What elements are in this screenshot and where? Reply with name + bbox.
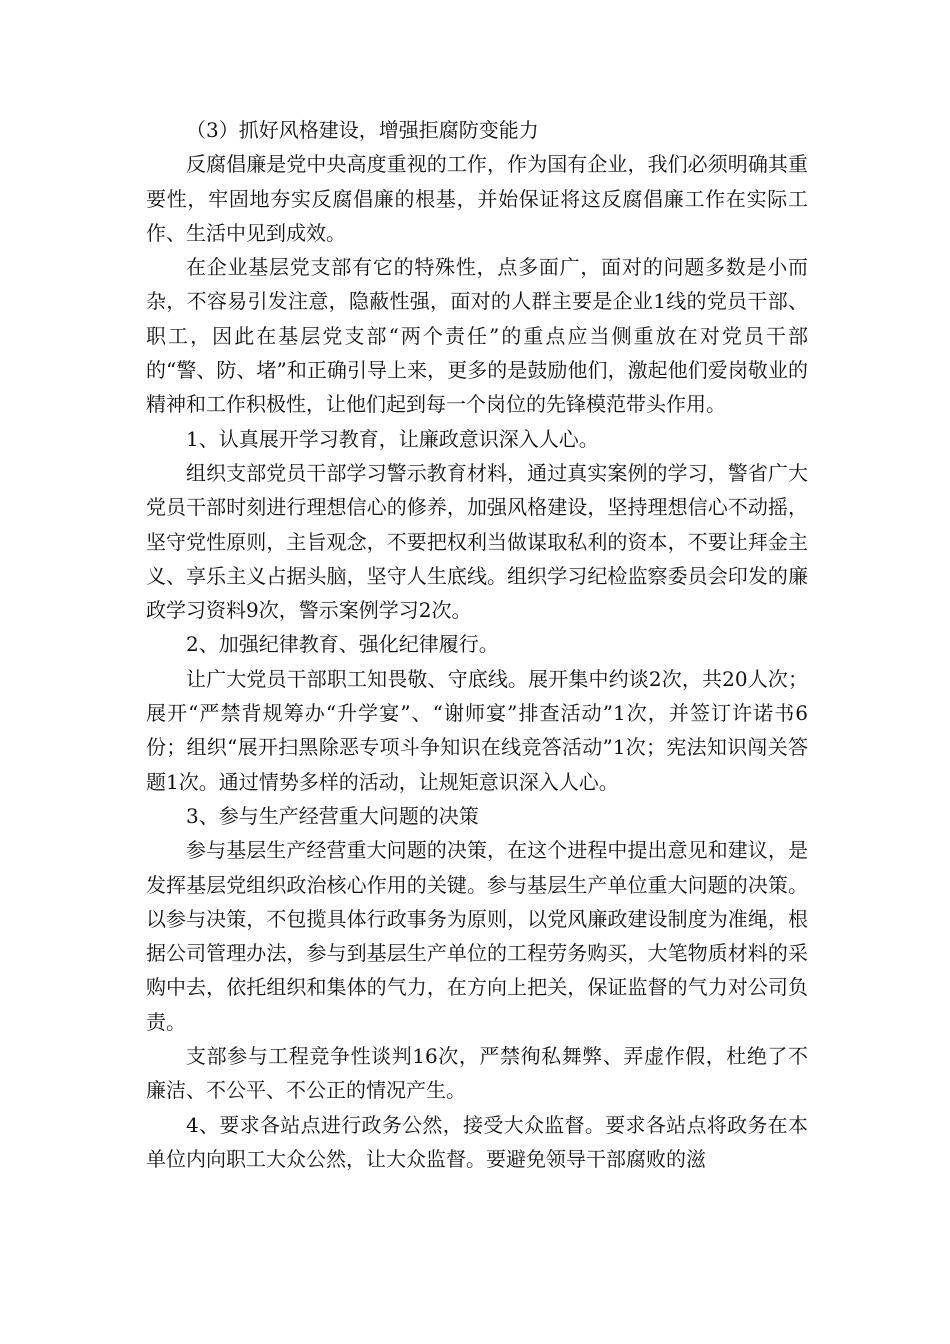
item-heading: 3、参与生产经营重大问题的决策	[186, 803, 479, 828]
item-heading: 2、加强纪律教育、强化纪律履行。	[186, 632, 499, 657]
paragraph: 反腐倡廉是党中央高度重视的工作，作为国有企业，我们必须明确其重要性，牢固地夯实反腐倡廉的根基，并始保证将这反腐倡廉工作在实际工作、生活中见到成效。	[146, 152, 808, 245]
section-heading: （3）抓好风格建设，增强拒腐防变能力	[186, 118, 539, 142]
paragraph: 支部参与工程竞争性谈判16次，严禁徇私舞弊、弄虚作假，杜绝了不廉洁、不公平、不公正的情况产生。	[146, 1044, 808, 1103]
item-heading: 1、认真展开学习教育，让廉政意识深入人心。	[186, 426, 599, 451]
paragraph: 让广大党员干部职工知畏敬、守底线。展开集中约谈2次，共20人次；展开“严禁背规筹办“升学宴”、“谢师宴”排查活动”1次，并签订许诺书6份；组织“展开扫黑除恶专项斗争知识在线竞答活动”1次；宪法知识闯关答题1次。通过情势多样的活动，让规矩意识深入人心。	[146, 666, 808, 794]
document-body	[146, 113, 808, 1176]
paragraph: 4、要求各站点进行政务公然，接受大众监督。要求各站点将政务在本单位内向职工大众公然，让大众监督。要避免领导干部腐败的滋	[146, 1112, 808, 1171]
paragraph: 参与基层生产经营重大问题的决策，在这个进程中提出意见和建议，是发挥基层党组织政治核心作用的关键。参与基层生产单位重大问题的决策。以参与决策，不包揽具体行政事务为原则，以党风廉政建设制度为准绳，根据公司管理办法，参与到基层生产单位的工程劳务购买，大笔物质材料的采购中去，依托组织和集体的气力，在方向上把关，保证监督的气力对公司负责。	[146, 838, 808, 1034]
paragraph: 在企业基层党支部有它的特殊性，点多面广，面对的问题多数是小而杂，不容易引发注意，隐蔽性强，面对的人群主要是企业1线的党员干部、职工，因此在基层党支部“两个责任”的重点应当侧重放在对党员干部的“警、防、堵”和正确引导上来，更多的是鼓励他们，激起他们爱岗敬业的精神和工作积极性，让他们起到每一个岗位的先锋模范带头作用。	[146, 255, 808, 417]
paragraph: 组织支部党员干部学习警示教育材料，通过真实案例的学习，警省广大党员干部时刻进行理想信心的修养，加强风格建设，坚持理想信心不动摇，坚守党性原则，主旨观念，不要把权利当做谋取私利的资本，不要让拜金主义、享乐主义占据头脑，坚守人生底线。组织学习纪检监察委员会印发的廉政学习资料9次，警示案例学习2次。	[146, 460, 808, 623]
